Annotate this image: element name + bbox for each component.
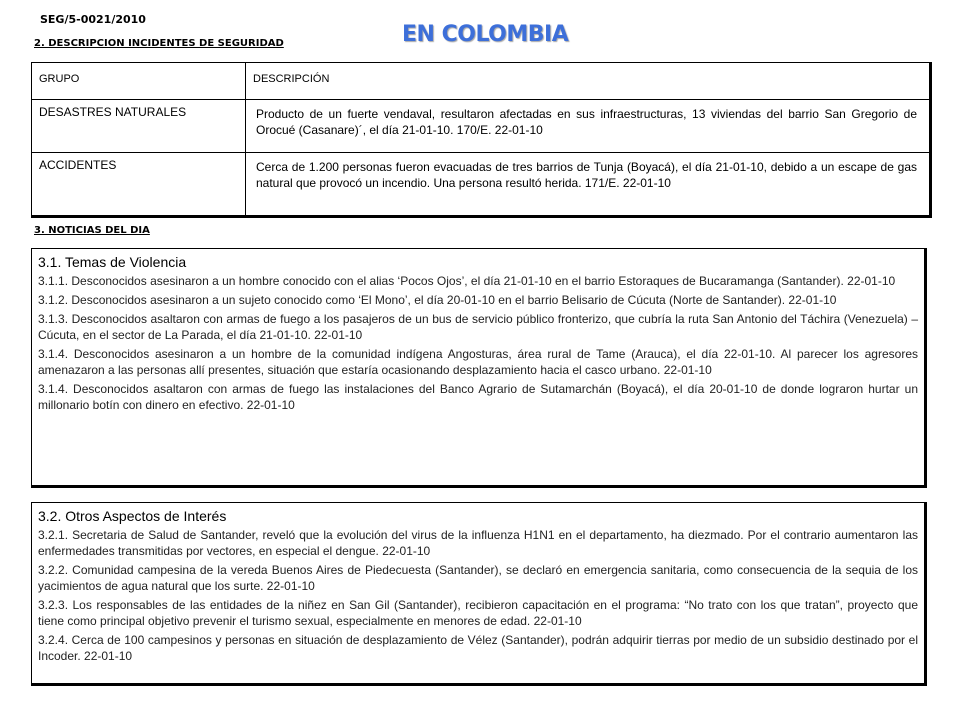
column-header-group: GRUPO (32, 63, 246, 100)
news-item: 3.1.1. Desconocidos asesinaron a un hombre conocido con el alias ‘Pocos Ojos’, el día 21-01-10 en el barrio Estoraques de Bucaramanga (Santander). 22-01-10 (38, 274, 896, 288)
document-code: SEG/5-0021/2010 (40, 13, 146, 26)
incident-group: ACCIDENTES (32, 153, 246, 217)
column-header-description: DESCRIPCIÓN (246, 63, 931, 100)
incident-description: Producto de un fuerte vendaval, resultaron afectadas en sus infraestructuras, 13 viviendas del barrio San Gregorio de Orocué (Casanare)´, el día 21-01-10. 170/E. 22-01-10 (246, 100, 931, 153)
table-row (32, 100, 931, 153)
other-news-title: 3.2. Otros Aspectos de Interés (38, 508, 227, 524)
news-item: 3.2.3. Los responsables de las entidades de la niñez en San Gil (Santander), recibieron capacitación en el programa: “No trato con los que tratan”, proyecto que tiene como principal objetivo prevenir el turismo sexual, especialmente en menores de edad. 22-01-10 (38, 598, 918, 628)
table-row (32, 153, 931, 217)
news-section-heading: 3. NOTICIAS DEL DIA (34, 225, 150, 236)
news-item: 3.2.1. Secretaria de Salud de Santander, reveló que la evolución del virus de la influenza H1N1 en el departamento, ha diezmado. Por el contrario aumentaron las enfermedades transmitidas por vectores, en especial el dengue. 22-01-10 (38, 528, 918, 558)
news-item: 3.1.4. Desconocidos asaltaron con armas de fuego las instalaciones del Banco Agrario de Sutamarchán (Boyacá), el día 20-01-10 de donde lograron hurtar un millonario botín con dinero en efectivo. 22-01-10 (38, 382, 918, 412)
news-item: 3.1.2. Desconocidos asesinaron a un sujeto conocido como ‘El Mono’, el día 20-01-10 en el barrio Belisario de Cúcuta (Norte de Santander). 22-01-10 (38, 293, 837, 307)
news-item: 3.1.3. Desconocidos asaltaron con armas de fuego a los pasajeros de un bus de servicio público fronterizo, que cubría la ruta San Antonio del Táchira (Venezuela) – Cúcuta, en el sector de La Parada, el día 21-01-10. 22-01-10 (38, 312, 918, 342)
incidents-section-heading: 2. DESCRIPCION INCIDENTES DE SEGURIDAD (34, 38, 284, 49)
incidents-table (31, 62, 932, 218)
incident-group: DESASTRES NATURALES (32, 100, 246, 153)
other-news-box (31, 502, 927, 686)
news-item: 3.2.4. Cerca de 100 campesinos y personas en situación de desplazamiento de Vélez (Santander), podrán adquirir tierras por medio de un subsidio destinado por el Incoder. 22-01-10 (38, 633, 918, 663)
violence-news-title: 3.1. Temas de Violencia (38, 254, 187, 270)
page-title: EN COLOMBIA (402, 22, 569, 47)
violence-news-box (31, 248, 927, 488)
news-item: 3.1.4. Desconocidos asesinaron a un hombre de la comunidad indígena Angosturas, área rural de Tame (Arauca), el día 22-01-10. Al parecer los agresores amenazaron a las personas allí presentes, situación que estaría ocasionando desplazamiento hacia el casco urbano. 22-01-10 (38, 347, 918, 377)
incident-description: Cerca de 1.200 personas fueron evacuadas de tres barrios de Tunja (Boyacá), el día 21-01-10, debido a un escape de gas natural que provocó un incendio. Una persona resultó herida. 171/E. 22-01-10 (246, 153, 931, 217)
table-header-row (32, 63, 931, 100)
news-item: 3.2.2. Comunidad campesina de la vereda Buenos Aires de Piedecuesta (Santander), se declaró en emergencia sanitaria, como consecuencia de la sequia de los yacimientos de agua natural que los surte. 22-01-10 (38, 563, 918, 593)
